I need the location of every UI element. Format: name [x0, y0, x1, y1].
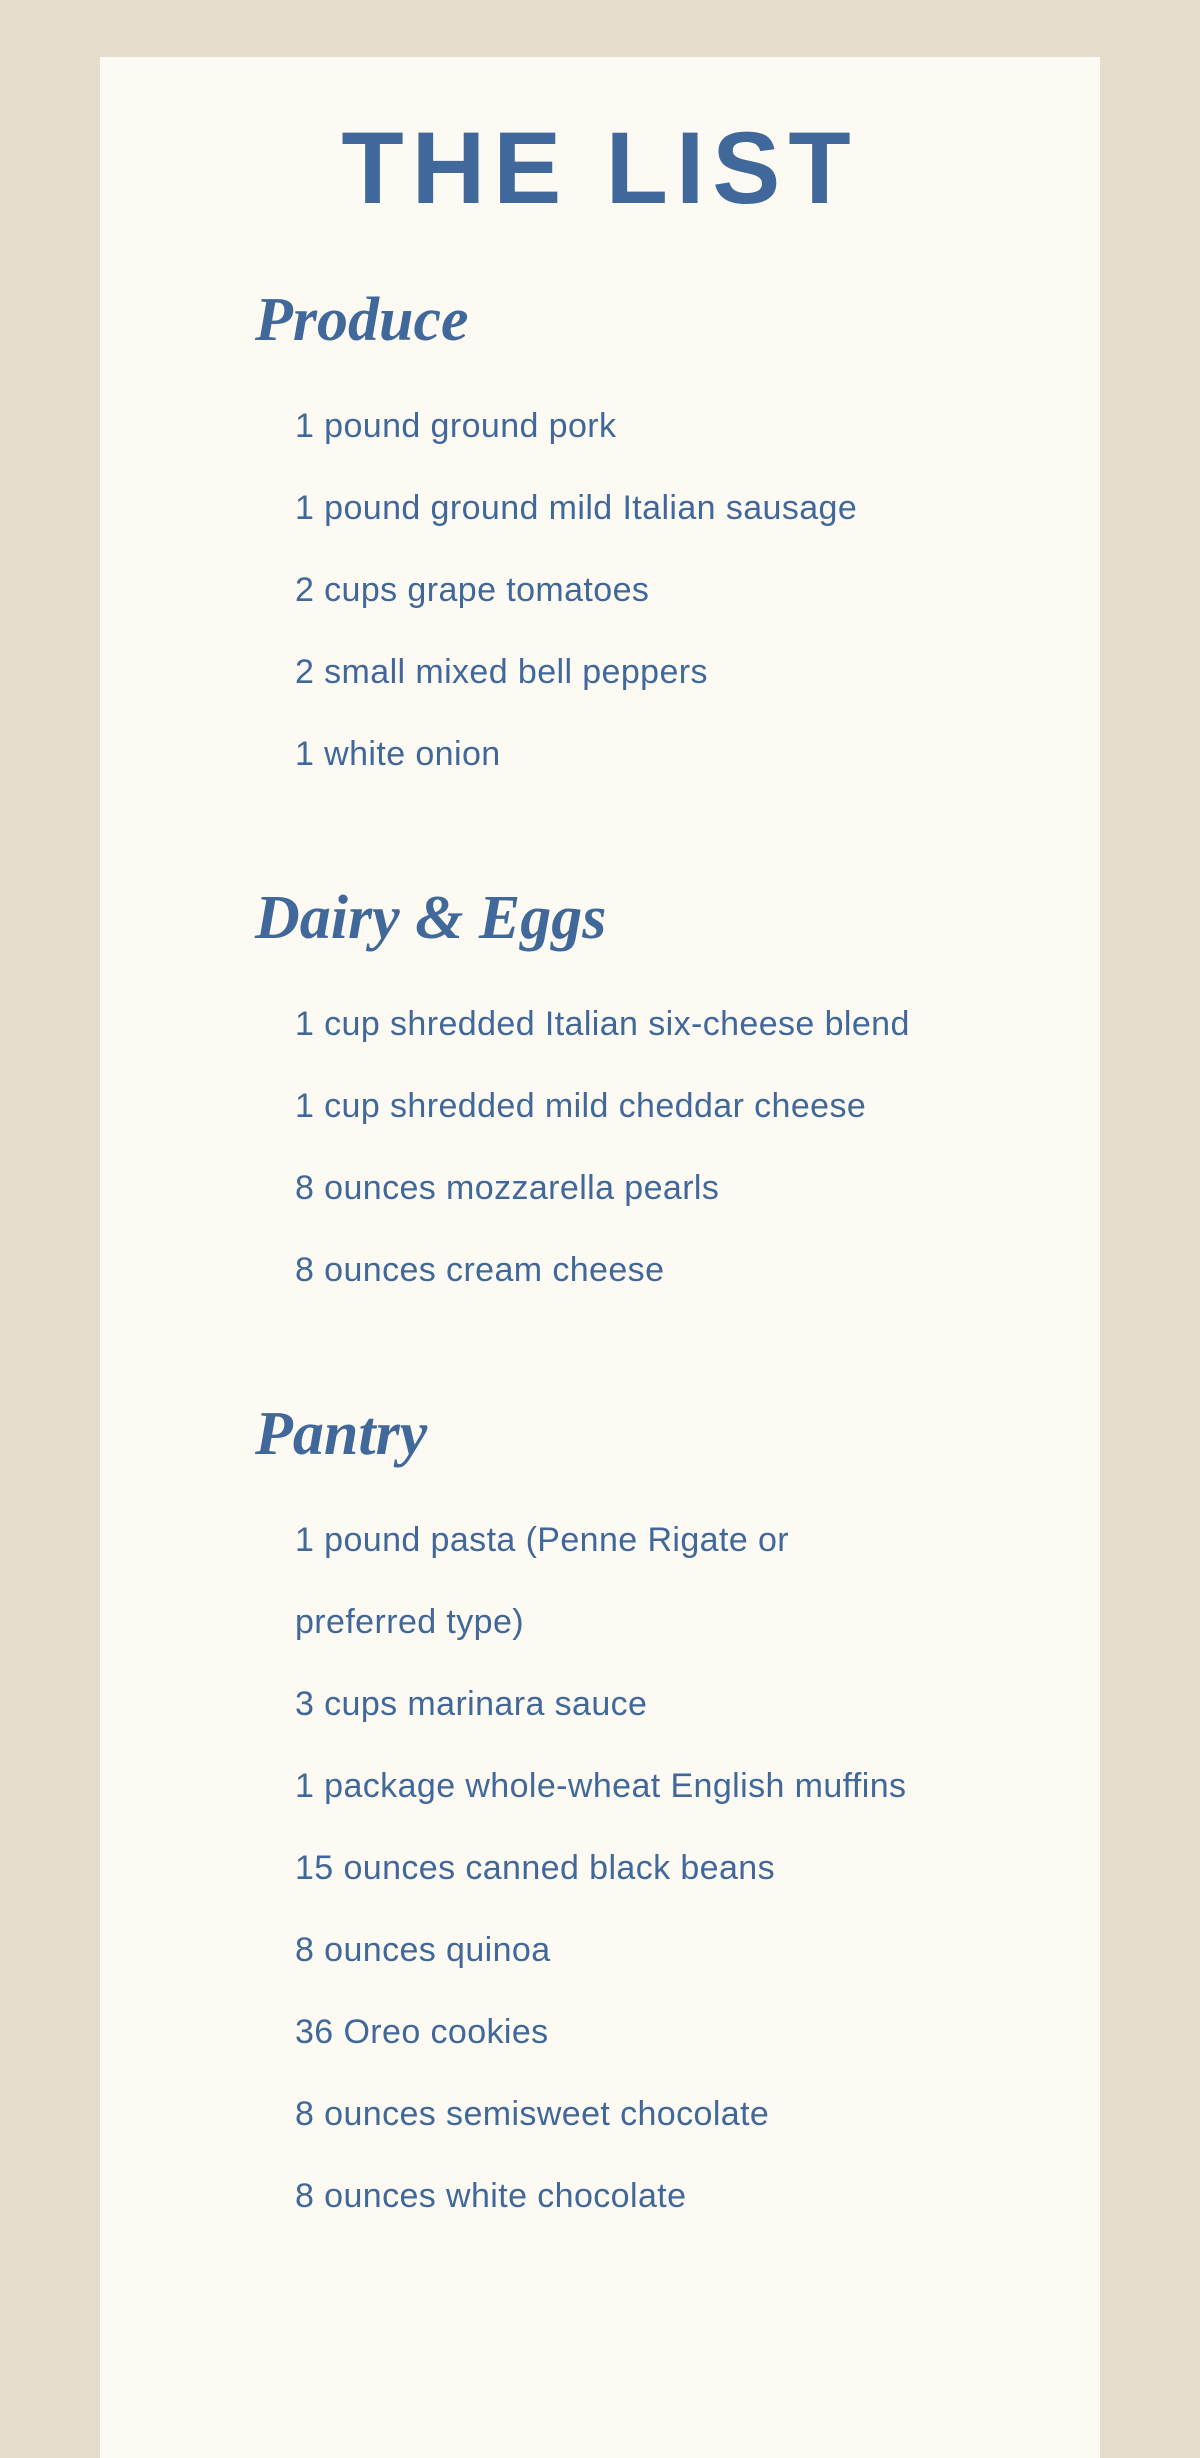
list-item: 8 ounces semisweet chocolate: [295, 2095, 770, 2133]
item-list: [255, 385, 935, 795]
list-item: 8 ounces quinoa: [295, 1931, 551, 1969]
section-heading: Pantry: [255, 1400, 428, 1468]
list-item: 8 ounces cream cheese: [295, 1251, 665, 1289]
list-item: 36 Oreo cookies: [295, 2013, 549, 2051]
list-item: 1 white onion: [295, 735, 501, 773]
item-list: [255, 1499, 935, 2237]
list-item: 1 cup shredded mild cheddar cheese: [295, 1087, 867, 1125]
list-item: 15 ounces canned black beans: [295, 1849, 775, 1887]
section-heading: Produce: [255, 286, 469, 354]
list-item: 1 pound ground pork: [295, 407, 617, 445]
list-item: 3 cups marinara sauce: [295, 1685, 648, 1723]
page-title: THE LIST: [341, 111, 859, 225]
shopping-list-card: [100, 57, 1100, 2458]
list-item: 1 pound ground mild Italian sausage: [295, 489, 858, 527]
section-pantry: [255, 1400, 1040, 2237]
list-item: 8 ounces mozzarella pearls: [295, 1169, 720, 1207]
section-heading: Dairy & Eggs: [255, 884, 607, 952]
sections-container: [255, 286, 1040, 2237]
list-item: 1 cup shredded Italian six-cheese blend: [295, 1005, 910, 1043]
item-list: [255, 983, 935, 1311]
list-item: 1 pound pasta (Penne Rigate or preferred type): [295, 1521, 790, 1641]
section-produce: [255, 286, 1040, 795]
list-item: 2 small mixed bell peppers: [295, 653, 708, 691]
list-item: 1 package whole-wheat English muffins: [295, 1767, 907, 1805]
list-item: 8 ounces white chocolate: [295, 2177, 687, 2215]
section-dairy-eggs: [255, 884, 1040, 1311]
list-item: 2 cups grape tomatoes: [295, 571, 650, 609]
